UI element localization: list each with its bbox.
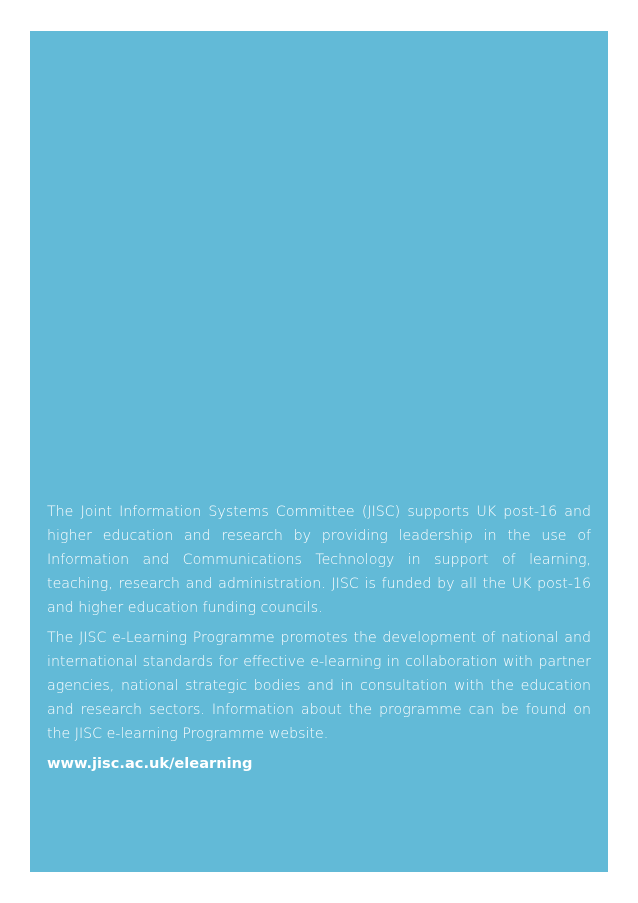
programme-website-link[interactable]: www.jisc.ac.uk/elearning bbox=[47, 755, 253, 772]
back-cover-text bbox=[47, 500, 591, 776]
programme-description-paragraph: The JISC e-Learning Programme promotes the development of national and international standards for effective e-learning in collaboration with partner agencies, national strategic bodies and in consultation with the education and research sectors. Information about the programme can be found on the JISC e-learning Programme website. bbox=[47, 630, 591, 742]
jisc-description-paragraph: The Joint Information Systems Committee (JISC) supports UK post-16 and higher education and research by providing leadership in the use of Information and Communications Technology in support of learning, teaching, research and administration. JISC is funded by all the UK post-16 and higher education funding councils. bbox=[47, 504, 591, 616]
